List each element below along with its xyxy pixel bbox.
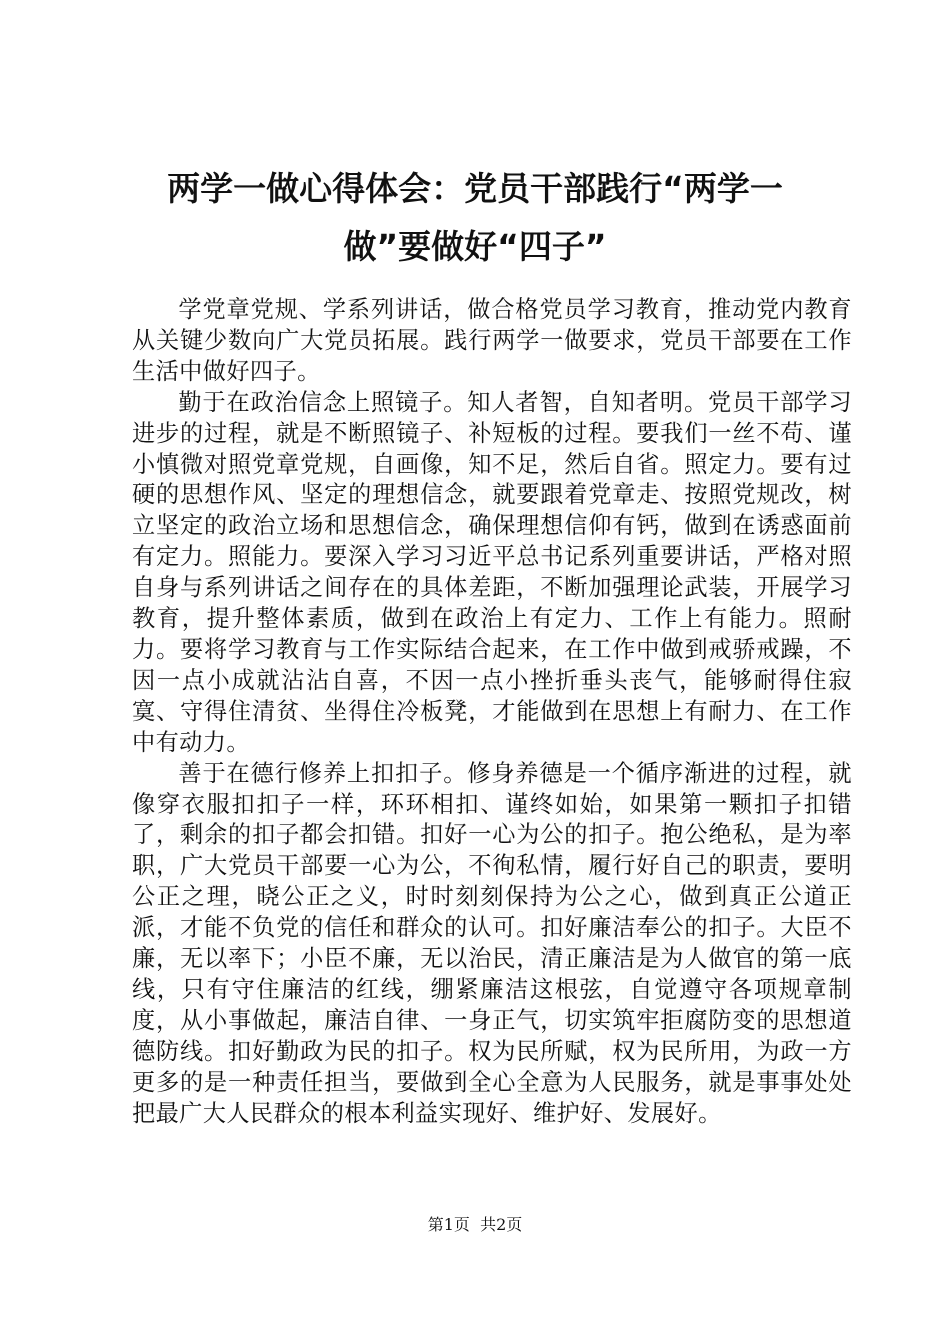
paragraph-buttons: 善于在德行修养上扣扣子。修身养德是一个循序渐进的过程，就像穿衣服扣扣子一样，环环相扣、谨终如始，如果第一颗扣子扣错了，剩余的扣子都会扣错。扣好一心为公的扣子。抱公绝私，是为率职，广大党员干部要一心为公，不徇私情，履行好自己的职责，要明公正之理，晓公正之义，时时刻刻保持为公之心，做到真正公道正派，才能不负党的信任和群众的认可。扣好廉洁奉公的扣子。大臣不廉，无以率下；小臣不廉，无以治民，清正廉洁是为人做官的第一底线，只有守住廉洁的红线，绷紧廉洁这根弦，自觉遵守各项规章制度，从小事做起，廉洁自律、一身正气，切实筑牢拒腐防变的思想道德防线。扣好勤政为民的扣子。权为民所赋，权为民所用，为政一方更多的是一种责任担当，要做到全心全意为人民服务，就是事事处处把最广大人民群众的根本利益实现好、维护好、发展好。 [132,759,852,1127]
paragraph-mirror: 勤于在政治信念上照镜子。知人者智，自知者明。党员干部学习进步的过程，就是不断照镜子、补短板的过程。要我们一丝不苟、谨小慎微对照党章党规，自画像，知不足，然后自省。照定力。要有过硬的思想作风、坚定的理想信念，就要跟着党章走、按照党规改，树立坚定的政治立场和思想信念，确保理想信仰有钙，做到在诱惑面前有定力。照能力。要深入学习习近平总书记系列重要讲话，严格对照自身与系列讲话之间存在的具体差距，不断加强理论武装，开展学习教育，提升整体素质，做到在政治上有定力、工作上有能力。照耐力。要将学习教育与工作实际结合起来，在工作中做到戒骄戒躁，不因一点小成就沾沾自喜，不因一点小挫折垂头丧气，能够耐得住寂寞、守得住清贫、坐得住冷板凳，才能做到在思想上有耐力、在工作中有动力。 [132,388,852,756]
title-line-2: 做”要做好“四子” [343,227,607,266]
paragraph-intro: 学党章党规、学系列讲话，做合格党员学习教育，推动党内教育从关键少数向广大党员拓展。践行两学一做要求，党员干部要在工作生活中做好四子。 [132,296,852,385]
page-footer [0,1214,950,1236]
document-title [110,160,840,276]
title-line-1: 两学一做心得体会：党员干部践行“两学一 [167,169,783,208]
page-number: 第1页 共2页 [427,1215,523,1234]
document-body [132,295,852,1129]
